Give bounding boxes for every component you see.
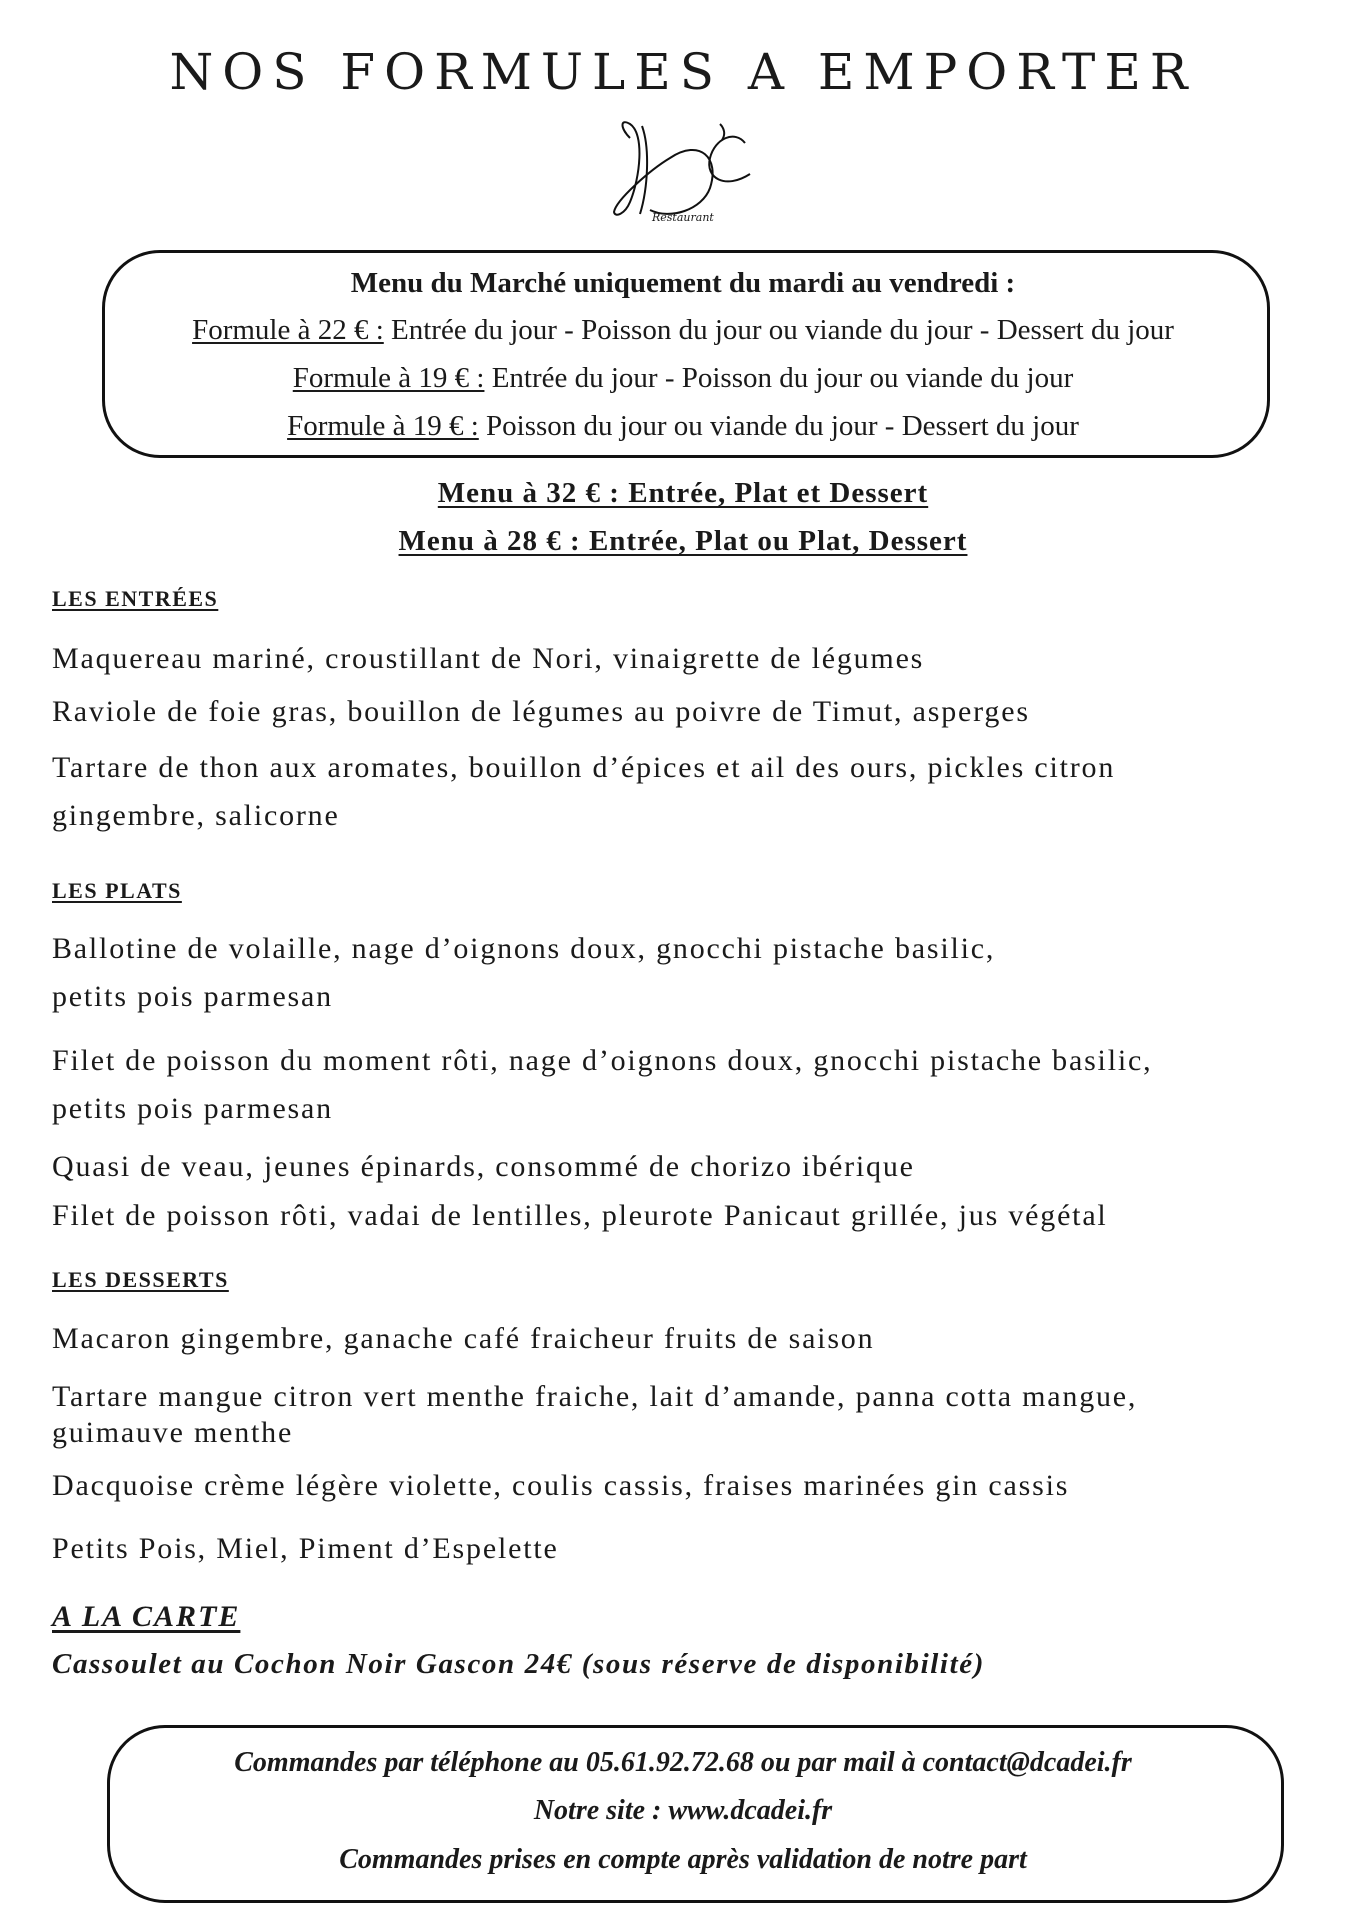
- a-la-carte-item: Cassoulet au Cochon Noir Gascon 24€ (sous réserve de disponibilité): [52, 1648, 985, 1680]
- menu-32: Menu à 32 € : Entrée, Plat et Dessert: [437, 477, 929, 509]
- formula-label: Formule à 19 € :: [287, 410, 479, 442]
- formula-label: Formule à 19 € :: [292, 362, 485, 394]
- formula-line: [0, 310, 1366, 350]
- formula-text: Poisson du jour ou viande du jour - Dessert du jour: [478, 410, 1079, 442]
- entree-item: Tartare de thon aux aromates, bouillon d’épices et ail des ours, pickles citron: [52, 751, 1116, 784]
- contact-line-orders: Commandes par téléphone au 05.61.92.72.68 ou par mail à contact@dcadei.fr: [234, 1747, 1132, 1778]
- a-la-carte-title: A LA CARTE: [52, 1600, 241, 1633]
- plat-item: petits pois parmesan: [52, 980, 333, 1013]
- dessert-item: Tartare mangue citron vert menthe fraiche, lait d’amande, panna cotta mangue,: [52, 1380, 1138, 1413]
- plat-item: Filet de poisson rôti, vadai de lentilles, pleurote Panicaut grillée, jus végétal: [52, 1199, 1108, 1232]
- menu-28: Menu à 28 € : Entrée, Plat ou Plat, Dessert: [398, 525, 968, 557]
- formula-label: Formule à 22 € :: [192, 314, 384, 346]
- plat-item: petits pois parmesan: [52, 1092, 333, 1125]
- formula-line: [0, 358, 1366, 398]
- dessert-item: guimauve menthe: [52, 1416, 294, 1449]
- section-title-plats: LES PLATS: [52, 878, 182, 903]
- entree-item: Raviole de foie gras, bouillon de légumes au poivre de Timut, asperges: [52, 695, 1030, 728]
- section-title-desserts: LES DESSERTS: [52, 1267, 229, 1292]
- contact-line-validation: Commandes prises en compte après validation de notre part: [339, 1844, 1027, 1875]
- plat-item: Filet de poisson du moment rôti, nage d’oignons doux, gnocchi pistache basilic,: [52, 1044, 1153, 1077]
- dessert-item: Dacquoise crème légère violette, coulis cassis, fraises marinées gin cassis: [52, 1469, 1070, 1502]
- section-title-entrees: LES ENTRÉES: [52, 586, 219, 611]
- plat-item: Quasi de veau, jeunes épinards, consommé de chorizo ibérique: [52, 1150, 915, 1183]
- formula-text: Entrée du jour - Poisson du jour ou viande du jour - Dessert du jour: [383, 314, 1174, 346]
- logo-text: Restaurant: [652, 211, 714, 224]
- contact-line-website: Notre site : www.dcadei.fr: [533, 1795, 833, 1826]
- formula-line: [0, 406, 1366, 446]
- formula-text: Entrée du jour - Poisson du jour ou viande du jour: [484, 362, 1074, 394]
- plat-item: Ballotine de volaille, nage d’oignons doux, gnocchi pistache basilic,: [52, 932, 996, 965]
- dessert-item: Petits Pois, Miel, Piment d’Espelette: [52, 1532, 559, 1565]
- entree-item: gingembre, salicorne: [52, 799, 340, 832]
- entree-item: Maquereau mariné, croustillant de Nori, vinaigrette de légumes: [52, 642, 925, 675]
- page-title: NOS FORMULES A EMPORTER: [169, 43, 1197, 101]
- dessert-item: Macaron gingembre, ganache café fraicheur fruits de saison: [52, 1322, 875, 1355]
- market-menu-heading: Menu du Marché uniquement du mardi au vendredi :: [350, 267, 1016, 299]
